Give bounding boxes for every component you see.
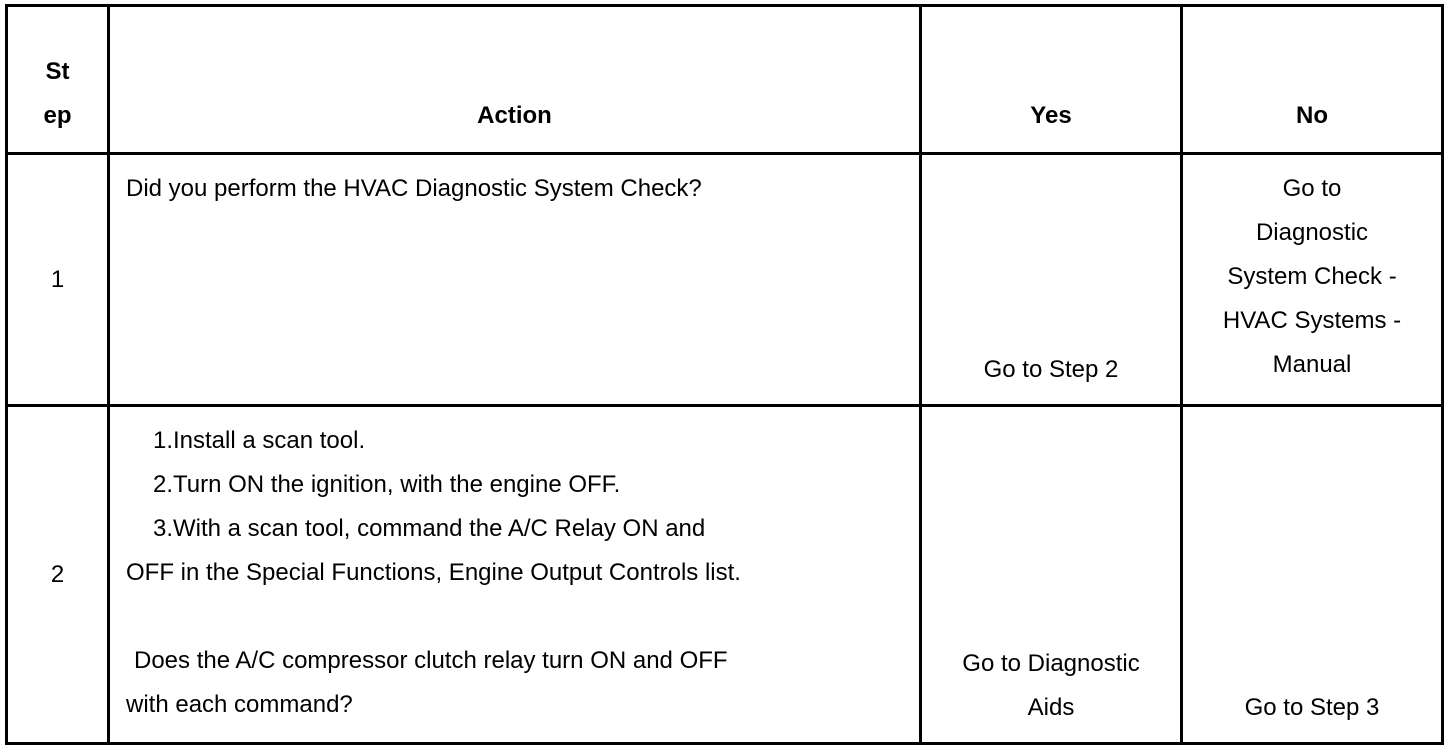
list-item-number: 3. (152, 515, 173, 542)
list-item-number: 1. (152, 427, 173, 454)
header-step-line-2: ep (43, 102, 72, 129)
header-action: Action (109, 6, 921, 154)
list-item-text: With a scan tool, command the A/C Relay ON and (173, 515, 706, 542)
diagnostic-table-container (5, 4, 1441, 742)
row-1-step: 1 (7, 154, 109, 406)
row-2-step: 2 (7, 406, 109, 744)
diagnostic-table (5, 4, 1444, 745)
list-item (126, 507, 909, 551)
row-1-no-line-5: Manual (1272, 351, 1352, 378)
row-1-no-line-1: Go to (1282, 175, 1342, 202)
header-no: No (1182, 6, 1443, 154)
row-2-yes-line-1: Go to Diagnostic (962, 650, 1140, 677)
row-2-question-line-1: Does the A/C compressor clutch relay turn ON and OFF (134, 647, 728, 674)
header-row (7, 6, 1443, 154)
list-item (126, 419, 909, 463)
list-item-number: 2. (152, 471, 173, 498)
row-1-no-line-2: Diagnostic (1255, 219, 1369, 246)
list-item-text: Install a scan tool. (173, 427, 366, 454)
header-yes: Yes (921, 6, 1182, 154)
row-2-yes-line-2: Aids (1027, 694, 1075, 721)
row-1-no-line-4: HVAC Systems - (1222, 307, 1402, 334)
list-item-continuation: OFF in the Special Functions, Engine Output Controls list. (126, 559, 741, 586)
list-item (126, 463, 909, 507)
row-1-no-line-3: System Check - (1227, 263, 1397, 290)
row-1-yes: Go to Step 2 (921, 154, 1182, 406)
header-step-line-1: St (45, 58, 70, 85)
table-row (7, 406, 1443, 744)
header-step (7, 6, 109, 154)
table-row (7, 154, 1443, 406)
row-2-no: Go to Step 3 (1182, 406, 1443, 744)
row-2-question-line-2: with each command? (126, 691, 353, 718)
spacer (126, 595, 909, 639)
row-1-action: Did you perform the HVAC Diagnostic System Check? (109, 154, 921, 406)
row-1-no (1182, 154, 1443, 406)
list-item-text: Turn ON the ignition, with the engine OFF. (173, 471, 621, 498)
row-2-yes (921, 406, 1182, 744)
row-2-action (109, 406, 921, 744)
